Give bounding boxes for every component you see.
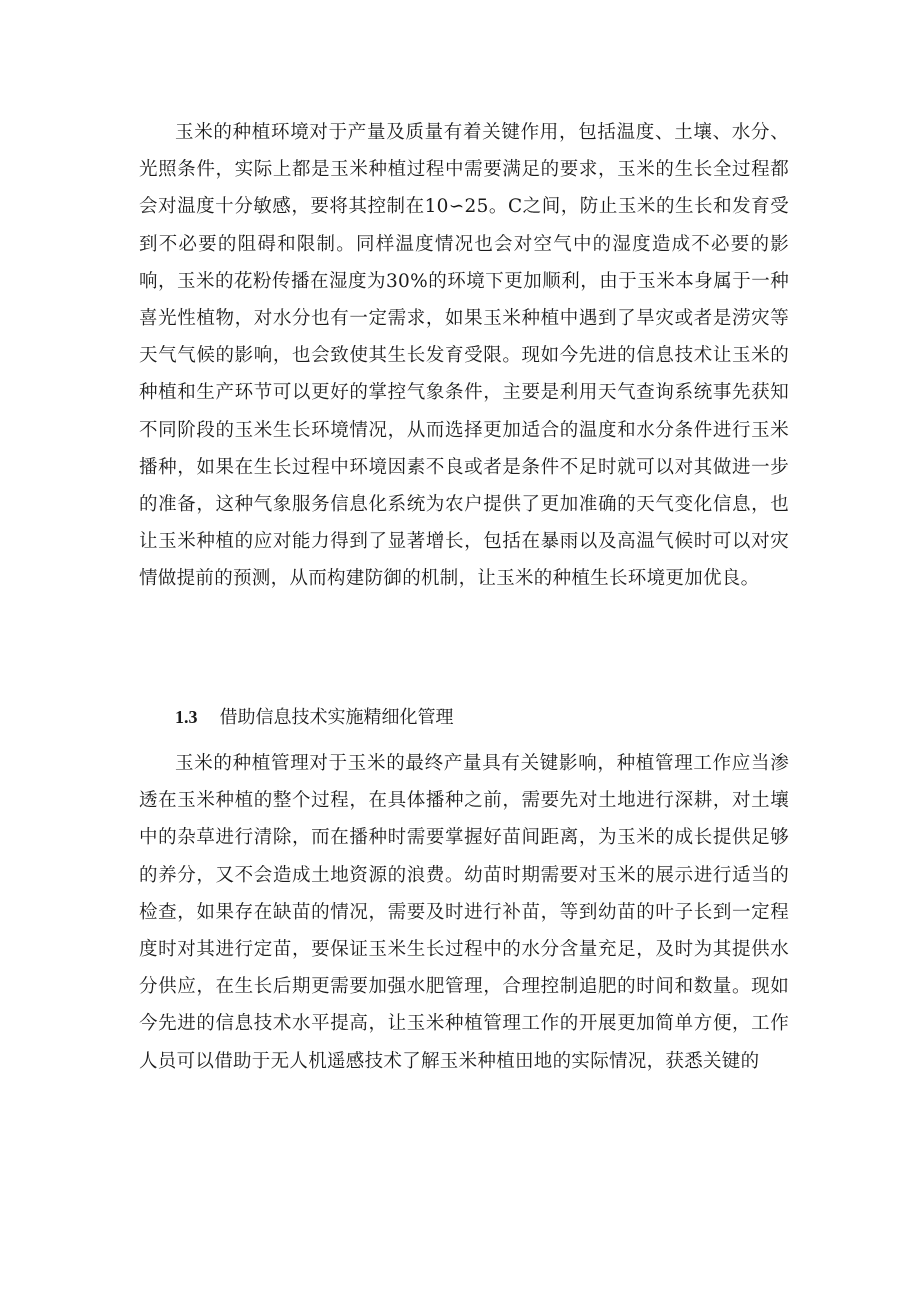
body-paragraph-climate: 玉米的种植环境对于产量及质量有着关键作用，包括温度、土壤、水分、光照条件，实际上都是玉米种植过程中需要满足的要求，玉米的生长全过程都会对温度十分敏感，要将其控制在10∽25。C之间，防止玉米的生长和发育受到不必要的阻碍和限制。同样温度情况也会对空气中的湿度造成不必要的影响，玉米的花粉传播在湿度为30%的环境下更加顺利，由于玉米本身属于一种喜光性植物，对水分也有一定需求，如果玉米种植中遇到了旱灾或者是涝灾等天气气候的影响，也会致使其生长发育受限。现如今先进的信息技术让玉米的种植和生产环节可以更好的掌控气象条件，主要是利用天气查询系统事先获知不同阶段的玉米生长环境情况，从而选择更加适合的温度和水分条件进行玉米播种，如果在生长过程中环境因素不良或者是条件不足时就可以对其做进一步的准备，这种气象服务信息化系统为农户提供了更加准确的天气变化信息，也让玉米种植的应对能力得到了显著增长，包括在暴雨以及高温气候时可以对灾情做提前的预测，从而构建防御的机制，让玉米的种植生长环境更加优良。 xyxy=(139,122,789,590)
section-title: 借助信息技术实施精细化管理 xyxy=(219,707,454,728)
section-number: 1.3 xyxy=(175,707,198,727)
body-paragraph-management: 玉米的种植管理对于玉米的最终产量具有关键影响，种植管理工作应当渗透在玉米种植的整个过程，在具体播种之前，需要先对土地进行深耕，对土壤中的杂草进行清除，而在播种时需要掌握好苗间距离，为玉米的成长提供足够的养分，又不会造成土地资源的浪费。幼苗时期需要对玉米的展示进行适当的检查，如果存在缺苗的情况，需要及时进行补苗，等到幼苗的叶子长到一定程度时对其进行定苗，要保证玉米生长过程中的水分含量充足，及时为其提供水分供应，在生长后期更需要加强水肥管理，合理控制追肥的时间和数量。现如今先进的信息技术水平提高，让玉米种植管理工作的开展更加简单方便，工作人员可以借助于无人机遥感技术了解玉米种植田地的实际情况，获悉关键的 xyxy=(139,753,789,1072)
section-heading xyxy=(175,704,454,731)
